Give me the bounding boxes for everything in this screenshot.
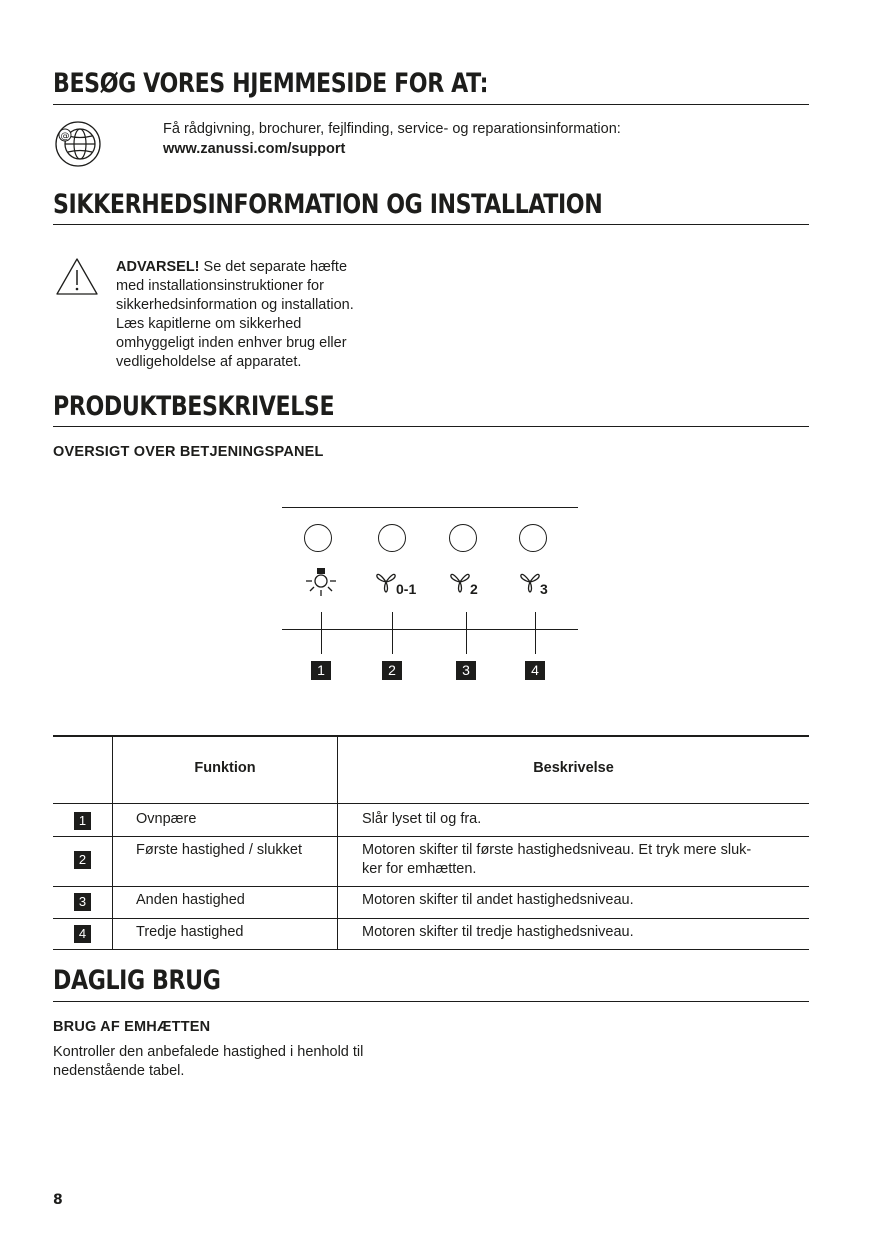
heading-safety: SIKKERHEDSINFORMATION OG INSTALLATION bbox=[53, 189, 603, 220]
subheading-control-panel: OVERSIGT OVER BETJENINGSPANEL bbox=[53, 444, 324, 460]
table-row-rule bbox=[53, 886, 809, 887]
table-row-rule bbox=[53, 918, 809, 919]
panel-button-4[interactable] bbox=[519, 524, 547, 552]
fan-icon bbox=[520, 570, 540, 594]
warning-line: med installationsinstruktioner for bbox=[116, 278, 324, 294]
row-function: Anden hastighed bbox=[136, 892, 245, 908]
callout-number-4: 4 bbox=[525, 661, 545, 680]
table-header-rule bbox=[53, 803, 809, 804]
leader-line bbox=[466, 612, 467, 654]
heading-product: PRODUKTBESKRIVELSE bbox=[53, 391, 335, 422]
fan-speed-0-1-label bbox=[376, 570, 416, 598]
table-col-divider bbox=[337, 804, 338, 949]
callout-number-3: 3 bbox=[456, 661, 476, 680]
leader-line bbox=[535, 612, 536, 654]
leader-line bbox=[392, 612, 393, 654]
row-number-badge: 2 bbox=[74, 851, 91, 869]
lamp-icon bbox=[305, 567, 337, 597]
warning-line: omhyggeligt inden enhver brug eller bbox=[116, 335, 347, 351]
row-function: Første hastighed / slukket bbox=[136, 842, 303, 858]
heading-visit-website: BESØG VORES HJEMMESIDE FOR AT: bbox=[53, 68, 489, 99]
page-number: 8 bbox=[53, 1192, 63, 1208]
fan-icon bbox=[450, 570, 470, 594]
heading-rule bbox=[53, 1001, 809, 1002]
warning-line: vedligeholdelse af apparatet. bbox=[116, 354, 302, 370]
support-url-link[interactable]: www.zanussi.com/support bbox=[163, 141, 346, 157]
warning-text bbox=[116, 258, 416, 372]
subheading-hood-use: BRUG AF EMHÆTTEN bbox=[53, 1019, 211, 1035]
heading-rule bbox=[53, 224, 809, 225]
row-number-badge: 4 bbox=[74, 925, 91, 943]
svg-text:@: @ bbox=[60, 131, 70, 142]
fan-suffix: 3 bbox=[540, 581, 548, 597]
panel-top-line bbox=[282, 507, 578, 508]
warning-line: Læs kapitlerne om sikkerhed bbox=[116, 316, 302, 332]
fan-speed-3-label bbox=[520, 570, 548, 598]
warning-label: ADVARSEL! bbox=[116, 259, 200, 275]
visit-info-text: Få rådgivning, brochurer, fejlfinding, service- og reparationsinformation: bbox=[163, 121, 621, 137]
warning-line: Se det separate hæfte bbox=[199, 259, 348, 275]
table-top-rule bbox=[53, 735, 809, 737]
panel-button-1[interactable] bbox=[304, 524, 332, 552]
row-description: Motoren skifter til første hastighedsniveau. Et tryk mere sluk- bbox=[362, 842, 752, 858]
warning-line: sikkerhedsinformation og installation. bbox=[116, 297, 354, 313]
fan-suffix: 2 bbox=[470, 581, 478, 597]
panel-button-2[interactable] bbox=[378, 524, 406, 552]
fan-speed-2-label bbox=[450, 570, 478, 598]
callout-number-1: 1 bbox=[311, 661, 331, 680]
heading-daily-use: DAGLIG BRUG bbox=[53, 965, 221, 996]
table-bottom-rule bbox=[53, 949, 809, 950]
table-header-description: Beskrivelse bbox=[533, 760, 614, 776]
fan-icon bbox=[376, 570, 396, 594]
row-description: Motoren skifter til tredje hastighedsniveau. bbox=[362, 924, 634, 940]
row-function: Ovnpære bbox=[136, 811, 197, 827]
panel-bottom-line bbox=[282, 629, 578, 630]
warning-triangle-icon bbox=[55, 257, 99, 297]
text-line: Kontroller den anbefalede hastighed i henhold til bbox=[53, 1044, 364, 1060]
panel-button-3[interactable] bbox=[449, 524, 477, 552]
row-description: Motoren skifter til andet hastighedsniveau. bbox=[362, 892, 634, 908]
row-function: Tredje hastighed bbox=[136, 924, 244, 940]
callout-number-2: 2 bbox=[382, 661, 402, 680]
globe-at-icon bbox=[54, 120, 102, 168]
leader-line bbox=[321, 612, 322, 654]
row-description: ker for emhætten. bbox=[362, 861, 477, 877]
row-number-badge: 1 bbox=[74, 812, 91, 830]
text-line: nedenstående tabel. bbox=[53, 1063, 185, 1079]
heading-rule bbox=[53, 104, 809, 105]
table-col-divider bbox=[112, 804, 113, 949]
fan-suffix: 0-1 bbox=[396, 581, 417, 597]
row-description: Slår lyset til og fra. bbox=[362, 811, 482, 827]
daily-use-text bbox=[53, 1043, 363, 1081]
table-header-function: Funktion bbox=[194, 760, 256, 776]
row-number-badge: 3 bbox=[74, 893, 91, 911]
table-row-rule bbox=[53, 836, 809, 837]
heading-rule bbox=[53, 426, 809, 427]
